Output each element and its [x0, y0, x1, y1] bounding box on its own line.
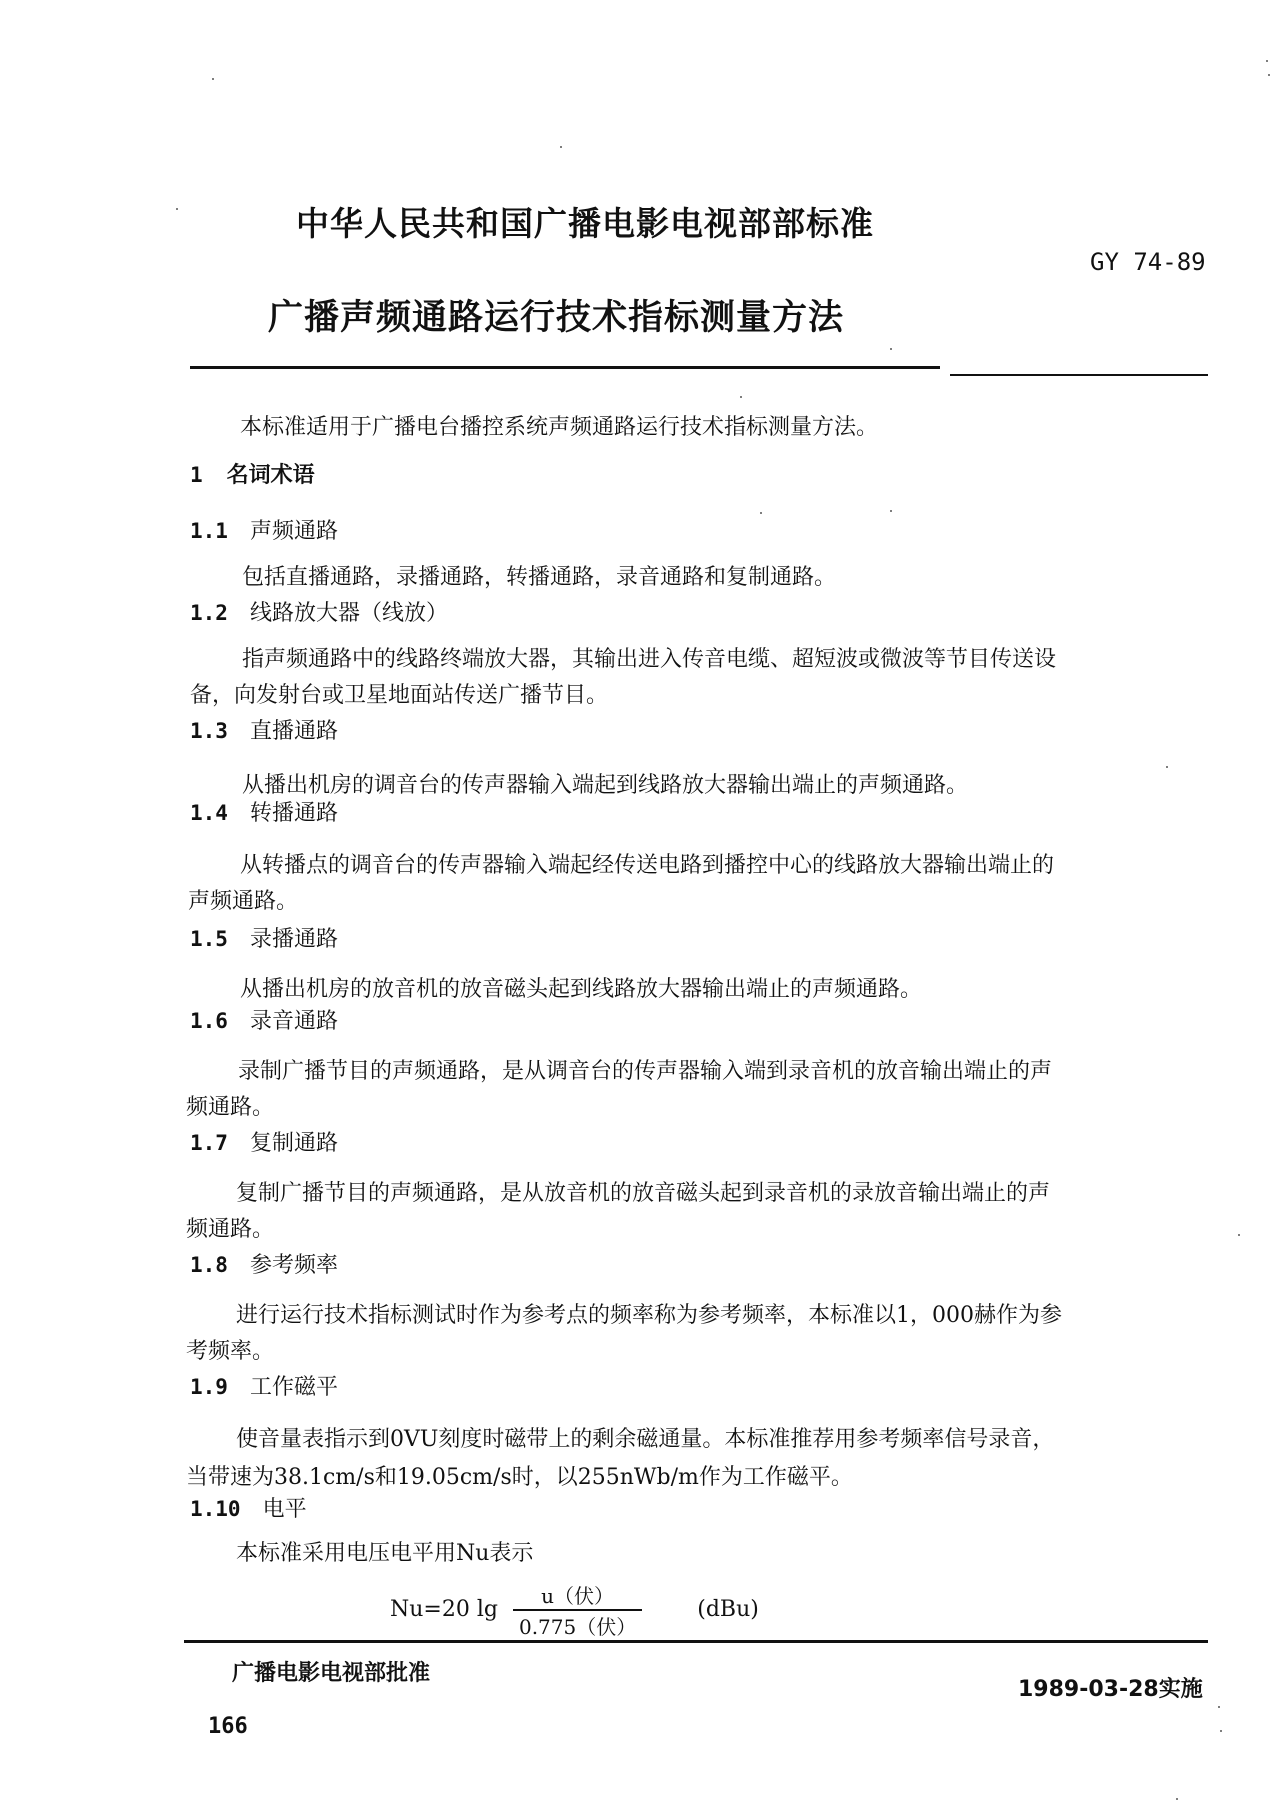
term-number: 1.4	[190, 801, 228, 825]
term-name: 复制通路	[249, 1131, 338, 1156]
term-heading	[190, 1248, 338, 1279]
scan-speck	[1166, 766, 1168, 768]
formula-numerator: u（伏）	[541, 1584, 615, 1608]
scan-speck	[1176, 1798, 1178, 1800]
term-heading	[190, 796, 338, 827]
term-name: 录音通路	[249, 1009, 338, 1034]
scan-speck	[890, 348, 892, 350]
term-heading	[190, 1370, 338, 1401]
term-definition-line: 从播出机房的放音机的放音磁头起到线路放大器输出端止的声频通路。	[240, 977, 923, 1002]
term-number: 1.10	[190, 1497, 241, 1521]
term-definition-line: 从转播点的调音台的传声器输入端起经传送电路到播控中心的线路放大器输出端止的	[240, 853, 1055, 878]
term-name: 声频通路	[249, 519, 338, 544]
scan-speck	[1220, 1730, 1222, 1732]
voltage-level-formula	[390, 1580, 759, 1640]
term-number: 1.9	[190, 1375, 228, 1399]
standard-code: GY 74-89	[1090, 248, 1206, 276]
term-definition-line: 使音量表指示到0VU刻度时磁带上的剩余磁通量。本标准推荐用参考频率信号录音，	[236, 1427, 1055, 1452]
term-heading	[190, 1126, 338, 1157]
scan-speck	[760, 512, 762, 514]
term-number: 1.6	[190, 1009, 228, 1033]
approving-authority: 广播电影电视部批准	[232, 1661, 431, 1686]
term-definition-line: 从播出机房的调音台的传声器输入端起到线路放大器输出端止的声频通路。	[242, 773, 969, 798]
term-definition-line: 指声频通路中的线路终端放大器，其输出进入传音电缆、超短波或微波等节目传送设	[242, 647, 1057, 672]
term-heading	[190, 714, 338, 745]
term-definition-line: 考频率。	[186, 1339, 275, 1364]
header-rule-right	[950, 374, 1208, 376]
scan-speck	[1266, 60, 1268, 62]
footer-rule	[184, 1640, 1208, 1643]
term-definition-line: 录制广播节目的声频通路，是从调音台的传声器输入端到录音机的放音输出端止的声	[238, 1059, 1053, 1084]
scan-speck	[740, 396, 742, 398]
term-heading	[190, 1004, 338, 1035]
term-heading	[190, 922, 338, 953]
term-definition-line: 频通路。	[186, 1217, 275, 1242]
section-1-title: 名词术语	[226, 463, 315, 488]
standard-title: 广播声频通路运行技术指标测量方法	[268, 298, 845, 338]
term-number: 1.7	[190, 1131, 228, 1155]
term-name: 参考频率	[249, 1253, 338, 1278]
term-definition-line: 本标准采用电压电平用Nu表示	[236, 1541, 534, 1566]
scan-speck	[1218, 1706, 1220, 1708]
term-heading	[190, 596, 448, 627]
effective-date: 1989-03-28实施	[1018, 1677, 1203, 1702]
formula-denominator: 0.775（伏）	[513, 1609, 642, 1640]
term-name: 工作磁平	[249, 1375, 338, 1400]
scope-paragraph: 本标准适用于广播电台播控系统声频通路运行技术指标测量方法。	[240, 415, 879, 440]
term-heading	[190, 514, 338, 545]
section-1-heading	[190, 458, 315, 489]
term-definition-line: 声频通路。	[188, 889, 299, 914]
page-number: 166	[208, 1714, 248, 1739]
scan-speck	[212, 78, 214, 80]
scan-speck	[1238, 1234, 1240, 1236]
term-name: 录播通路	[249, 927, 338, 952]
term-name: 线路放大器（线放）	[249, 601, 448, 626]
term-definition-line: 进行运行技术指标测试时作为参考点的频率称为参考频率，本标准以1，000赫作为参	[236, 1303, 1062, 1328]
term-name: 电平	[262, 1497, 307, 1522]
formula-lhs: Nu=20 lg	[390, 1597, 498, 1622]
term-number: 1.8	[190, 1253, 228, 1277]
term-definition-line: 包括直播通路，录播通路，转播通路，录音通路和复制通路。	[242, 565, 837, 590]
term-definition-line: 复制广播节目的声频通路，是从放音机的放音磁头起到录音机的录放音输出端止的声	[236, 1181, 1051, 1206]
term-name: 直播通路	[249, 719, 338, 744]
header-rule-left	[190, 366, 940, 369]
standard-organization: 中华人民共和国广播电影电视部部标准	[296, 204, 874, 243]
term-definition-line: 频通路。	[186, 1095, 275, 1120]
section-1-number: 1	[190, 463, 203, 487]
scan-speck	[560, 146, 562, 148]
term-number: 1.1	[190, 519, 228, 543]
scan-speck	[1268, 74, 1270, 76]
formula-unit: (dBu)	[697, 1597, 759, 1622]
term-name: 转播通路	[249, 801, 338, 826]
scan-speck	[176, 208, 178, 210]
term-definition-line: 当带速为38.1cm/s和19.05cm/s时，以255nWb/m作为工作磁平。	[186, 1465, 853, 1490]
term-definition-line: 备，向发射台或卫星地面站传送广播节目。	[190, 683, 609, 708]
term-heading	[190, 1492, 307, 1523]
term-number: 1.5	[190, 927, 228, 951]
term-number: 1.2	[190, 601, 228, 625]
formula-fraction	[513, 1580, 642, 1640]
scan-speck	[890, 510, 892, 512]
term-number: 1.3	[190, 719, 228, 743]
